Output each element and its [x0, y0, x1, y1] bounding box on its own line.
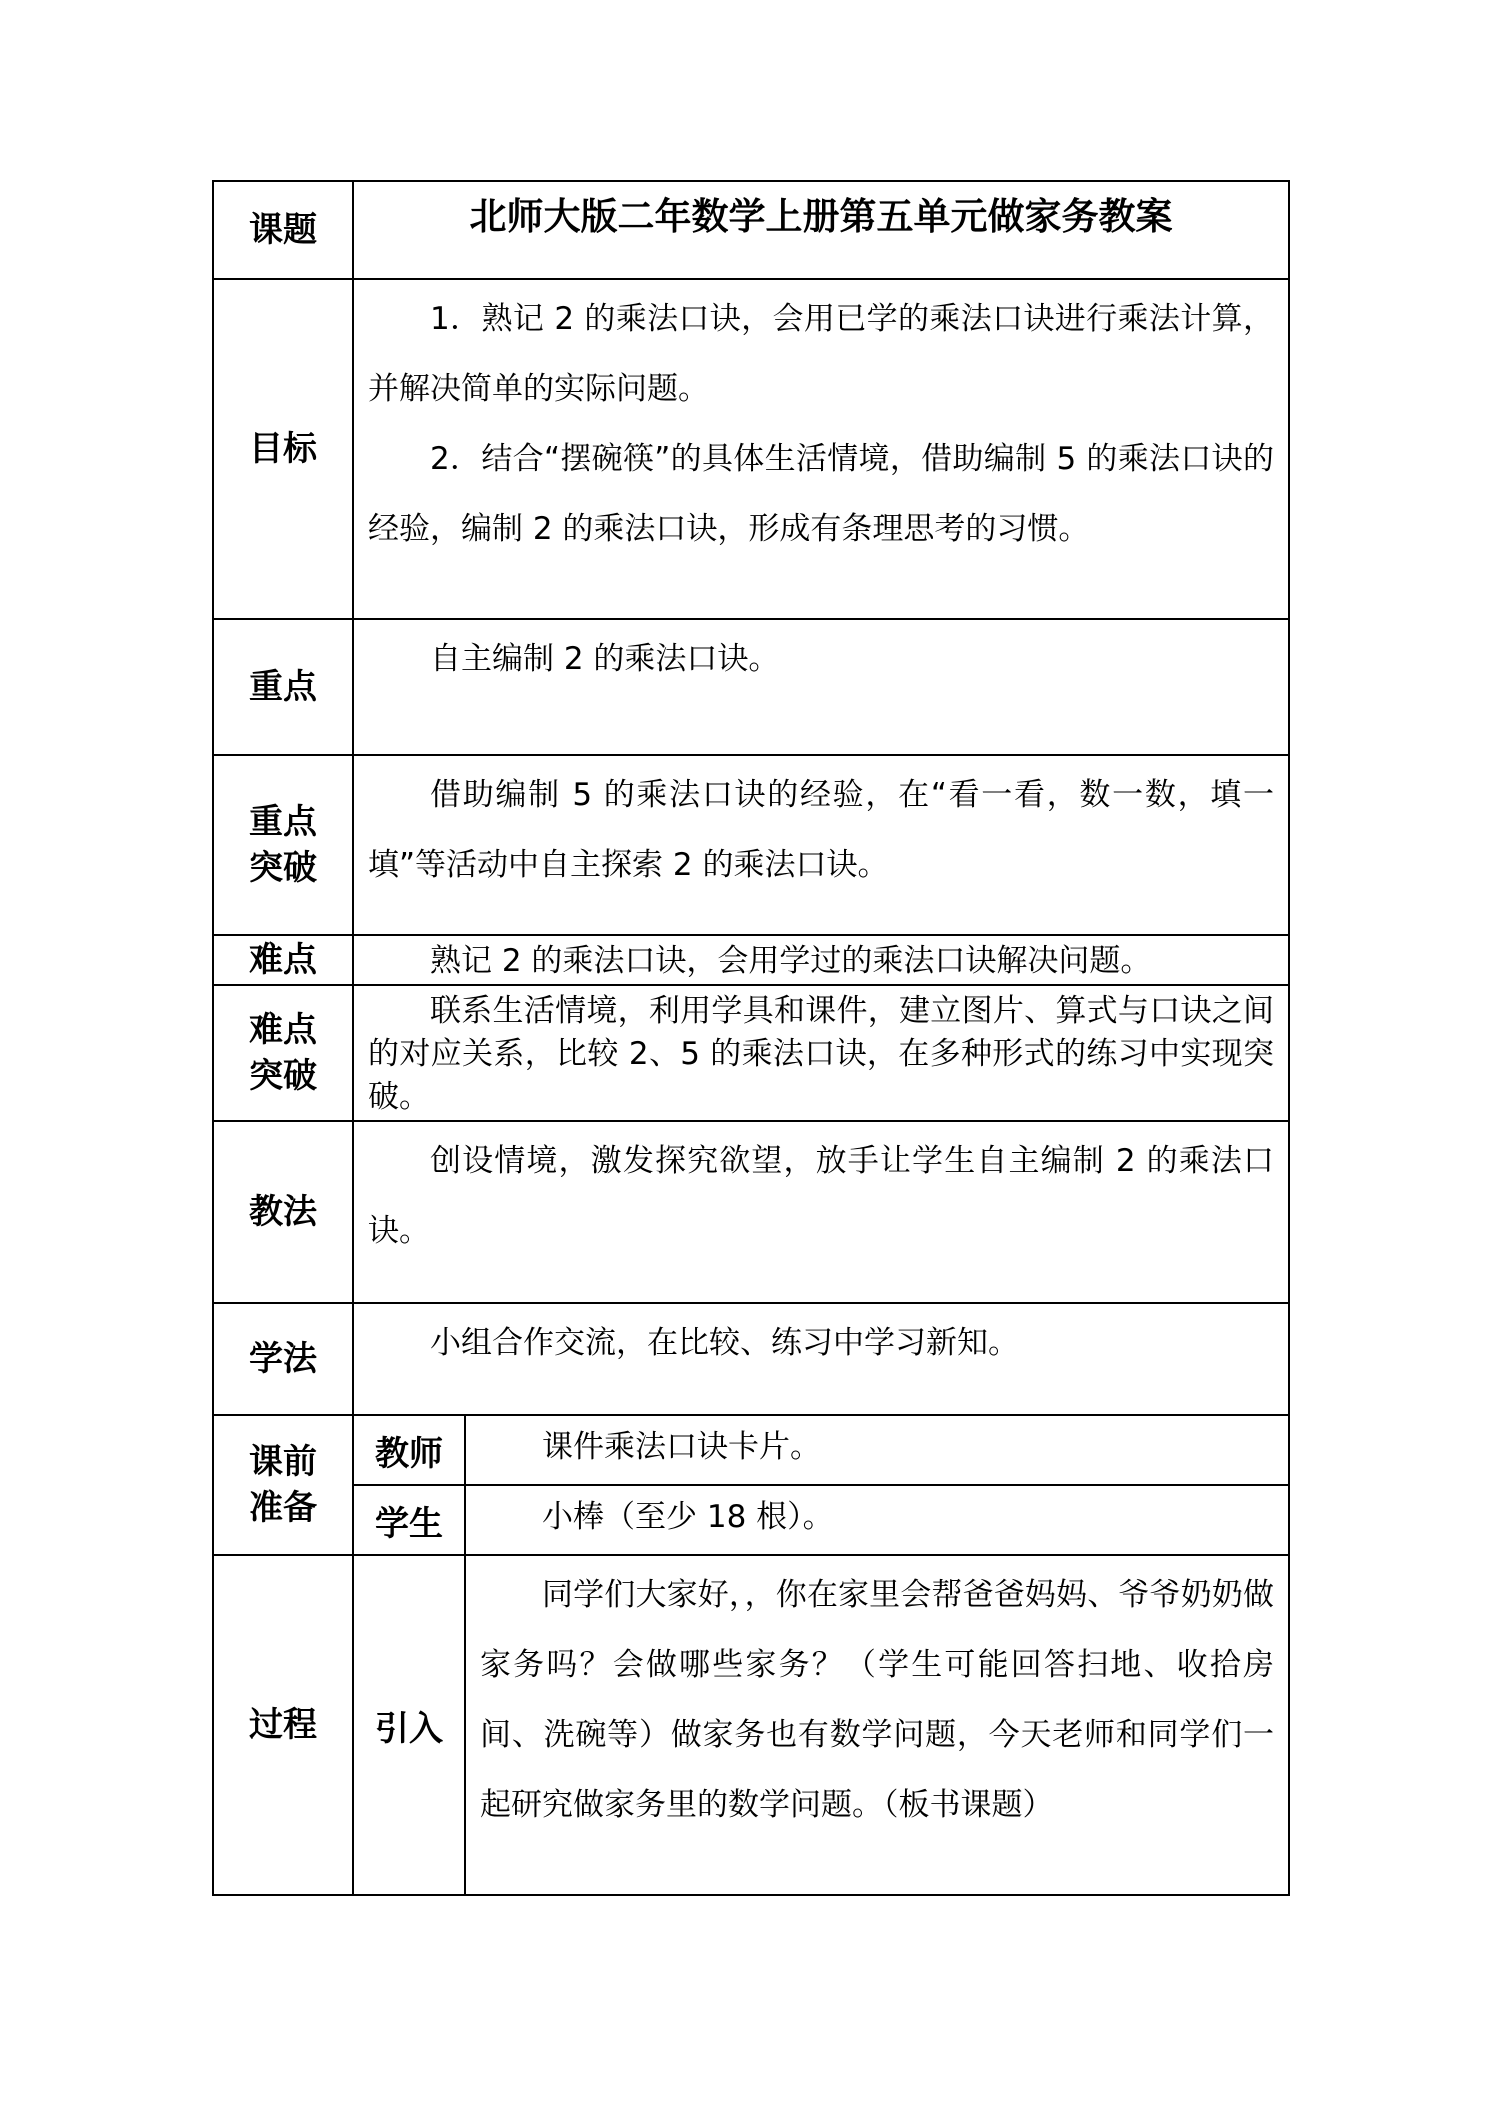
teaching-method-content	[353, 1121, 1289, 1303]
goal-item-2: 2．结合“摆碗筷”的具体生活情境，借助编制 5 的乘法口诀的经验，编制 2 的乘法口诀，形成有条理思考的习惯。	[368, 441, 1274, 547]
goal-item-1: 1．熟记 2 的乘法口诀，会用已学的乘法口诀进行乘法计算，并解决简单的实际问题。	[368, 301, 1274, 407]
difficulty-breakthrough-label-line2: 突破	[249, 1056, 317, 1096]
teaching-method-row	[213, 1121, 1289, 1303]
key-point-text: 自主编制 2 的乘法口诀。	[430, 641, 780, 677]
intro-label: 引入	[353, 1555, 465, 1895]
preparation-student-row	[213, 1485, 1289, 1555]
teaching-method-text: 创设情境，激发探究欲望，放手让学生自主编制 2 的乘法口诀。	[368, 1143, 1274, 1249]
preparation-label	[213, 1415, 353, 1555]
teacher-prep-content	[465, 1415, 1289, 1485]
key-breakthrough-label-line1: 重点	[249, 802, 317, 842]
key-breakthrough-content	[353, 755, 1289, 935]
learning-method-text: 小组合作交流，在比较、练习中学习新知。	[430, 1325, 1019, 1361]
student-label: 学生	[353, 1485, 465, 1555]
goal-label: 目标	[213, 279, 353, 619]
key-breakthrough-label-line2: 突破	[249, 848, 317, 888]
difficulty-row	[213, 935, 1289, 985]
preparation-label-line1: 课前	[249, 1442, 317, 1482]
key-point-label: 重点	[213, 619, 353, 755]
key-breakthrough-label	[213, 755, 353, 935]
difficulty-content	[353, 935, 1289, 985]
learning-method-content	[353, 1303, 1289, 1415]
difficulty-breakthrough-label	[213, 985, 353, 1121]
difficulty-breakthrough-row	[213, 985, 1289, 1121]
difficulty-breakthrough-content	[353, 985, 1289, 1121]
process-label: 过程	[213, 1555, 353, 1895]
goal-row	[213, 279, 1289, 619]
process-intro-row	[213, 1555, 1289, 1895]
preparation-label-line2: 准备	[249, 1488, 317, 1528]
teaching-method-label: 教法	[213, 1121, 353, 1303]
student-prep-text: 小棒（至少 18 根）。	[542, 1499, 834, 1535]
difficulty-label: 难点	[213, 935, 353, 985]
key-breakthrough-row	[213, 755, 1289, 935]
goal-content	[353, 279, 1289, 619]
key-breakthrough-text: 借助编制 5 的乘法口诀的经验，在“看一看，数一数，填一填”等活动中自主探索 2 的乘法口诀。	[368, 777, 1274, 883]
key-point-row	[213, 619, 1289, 755]
lesson-title: 北师大版二年数学上册第五单元做家务教案	[353, 181, 1289, 279]
key-point-content	[353, 619, 1289, 755]
title-row	[213, 181, 1289, 279]
intro-text: 同学们大家好，，你在家里会帮爸爸妈妈、爷爷奶奶做家务吗？会做哪些家务？（学生可能回答扫地、收拾房间、洗碗等）做家务也有数学问题，今天老师和同学们一起研究做家务里的数学问题。（板书课题）	[480, 1577, 1274, 1823]
difficulty-breakthrough-label-line1: 难点	[249, 1010, 317, 1050]
intro-content	[465, 1555, 1289, 1895]
student-prep-content	[465, 1485, 1289, 1555]
difficulty-text: 熟记 2 的乘法口诀，会用学过的乘法口诀解决问题。	[430, 943, 1152, 979]
preparation-teacher-row	[213, 1415, 1289, 1485]
teacher-label: 教师	[353, 1415, 465, 1485]
title-label: 课题	[213, 181, 353, 279]
lesson-plan-table	[212, 180, 1290, 1896]
learning-method-row	[213, 1303, 1289, 1415]
teacher-prep-text: 课件乘法口诀卡片。	[542, 1429, 821, 1465]
learning-method-label: 学法	[213, 1303, 353, 1415]
difficulty-breakthrough-text: 联系生活情境，利用学具和课件，建立图片、算式与口诀之间的对应关系，比较 2、5 的乘法口诀，在多种形式的练习中实现突破。	[368, 993, 1274, 1115]
